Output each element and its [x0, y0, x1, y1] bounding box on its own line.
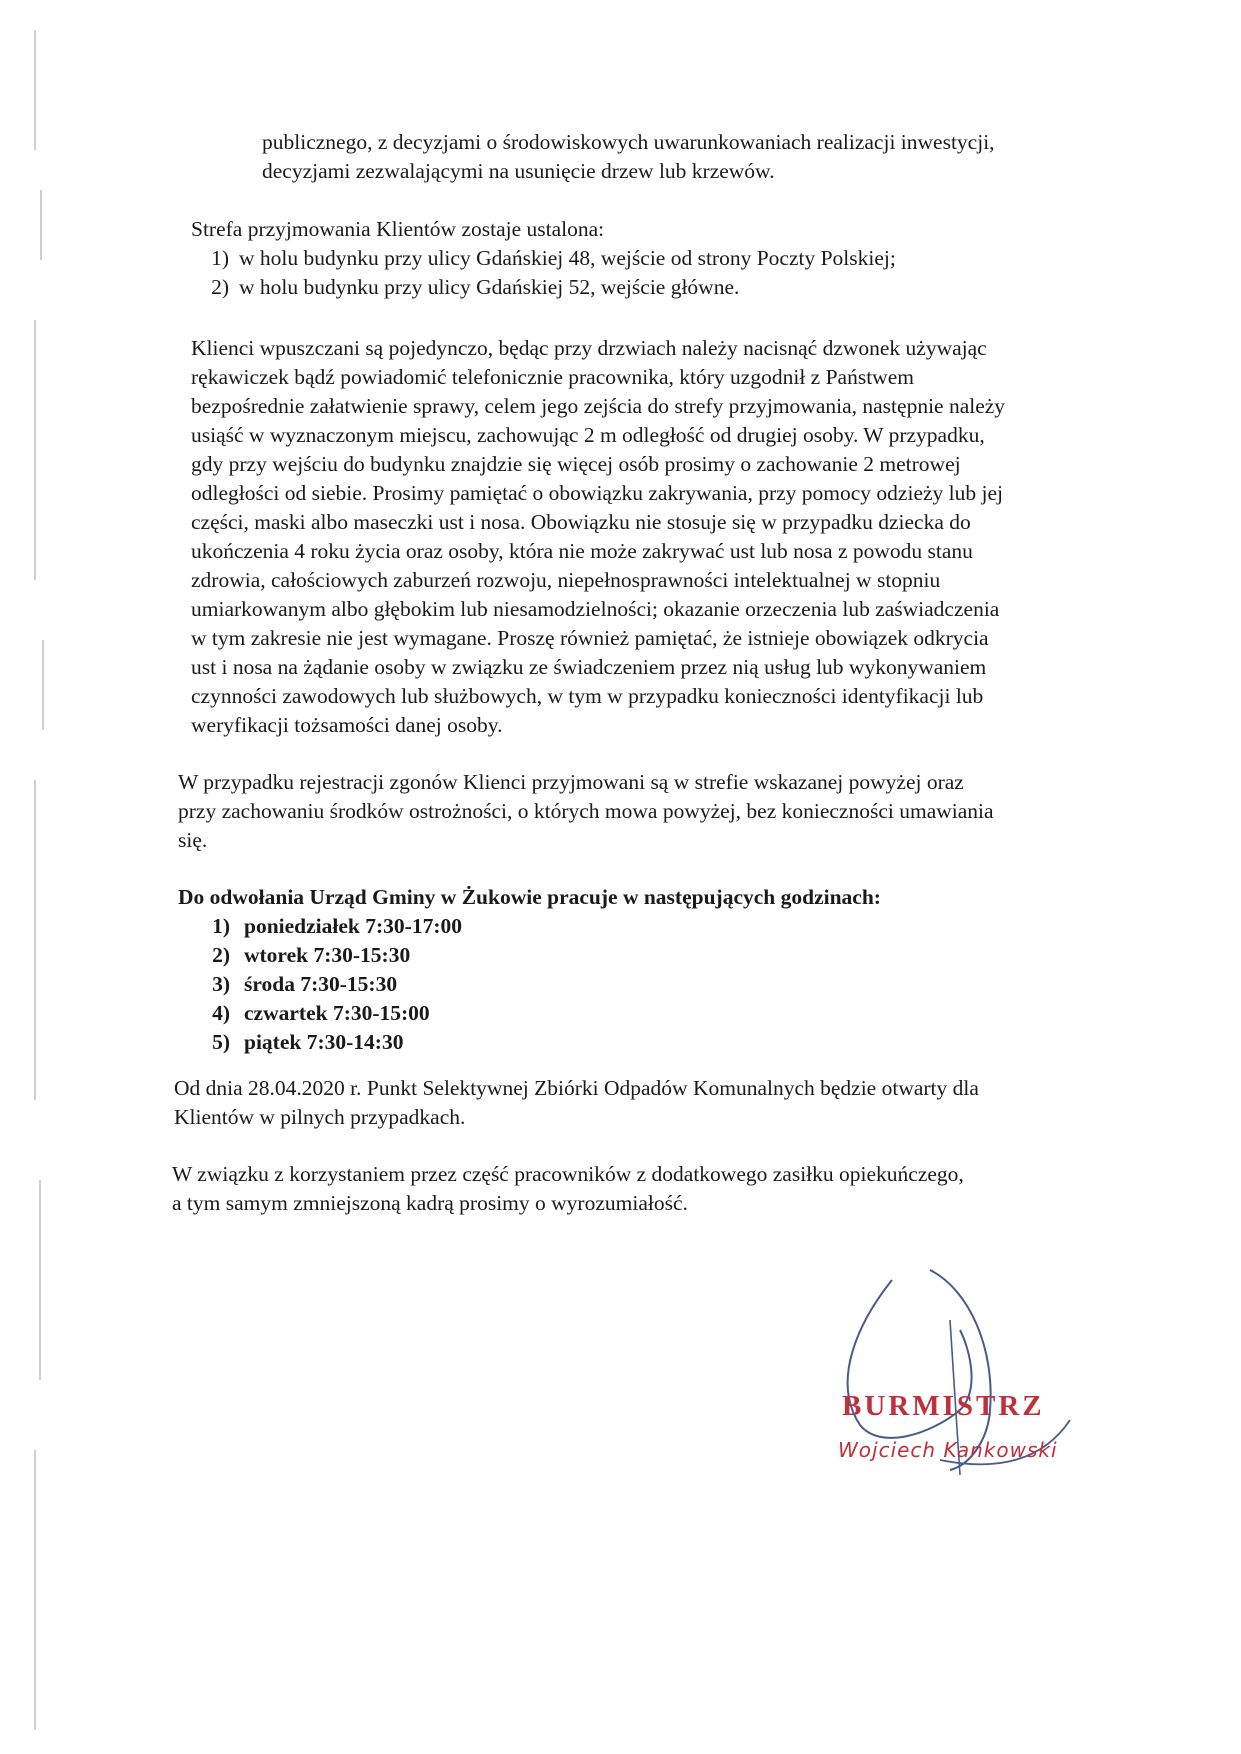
paragraph-line: usiąść w wyznaczonym miejscu, zachowując 2 m odległość od drugiej osoby. W przypadku,: [191, 423, 985, 447]
list-text: czwartek 7:30-15:00: [244, 1001, 430, 1025]
clients-paragraph: [191, 334, 1127, 740]
stamp-title: BURMISTRZ: [842, 1390, 1045, 1422]
paragraph-line: W związku z korzystaniem przez część pracowników z dodatkowego zasiłku opiekuńczego,: [172, 1162, 964, 1186]
list-text: poniedziałek 7:30-17:00: [244, 914, 462, 938]
intro-paragraph: [262, 128, 1127, 186]
paragraph-line: przy zachowaniu środków ostrożności, o których mowa powyżej, bez konieczności umawiania: [178, 799, 994, 823]
paragraph-line: umiarkowanym albo głębokim lub niesamodzielności; okazanie orzeczenia lub zaświadczenia: [191, 597, 1000, 621]
zone-heading: Strefa przyjmowania Klientów zostaje ustalona:: [191, 217, 605, 241]
list-text: w holu budynku przy ulicy Gdańskiej 52, wejście główne.: [239, 275, 740, 299]
list-text: środa 7:30-15:30: [244, 972, 398, 996]
intro-line: decyzjami zezwalającymi na usunięcie drzew lub krzewów.: [262, 159, 775, 183]
list-number: 2): [211, 275, 229, 299]
hours-list: [178, 912, 778, 1057]
list-item: [178, 999, 778, 1028]
list-text: piątek 7:30-14:30: [244, 1030, 404, 1054]
paragraph-line: a tym samym zmniejszoną kadrą prosimy o wyrozumiałość.: [172, 1191, 688, 1215]
deaths-paragraph: [178, 768, 1114, 855]
paragraph-line: rękawiczek bądź powiadomić telefonicznie pracownika, który uzgodnił z Państwem: [191, 365, 914, 389]
paragraph-line: gdy przy wejściu do budynku znajdzie się więcej osób prosimy o zachowanie 2 metrowej: [191, 452, 961, 476]
pszok-paragraph: [174, 1074, 1112, 1132]
list-item: [178, 912, 778, 941]
list-item: [178, 941, 778, 970]
list-number: 1): [212, 914, 230, 938]
list-number: 5): [212, 1030, 230, 1054]
paragraph-line: części, maski albo maseczki ust i nosa. Obowiązku nie stosuje się w przypadku dziecka do: [191, 510, 971, 534]
list-item: [191, 244, 1141, 273]
paragraph-line: ust i nosa na żądanie osoby w związku ze świadczeniem przez nią usług lub wykonywaniem: [191, 655, 987, 679]
list-text: w holu budynku przy ulicy Gdańskiej 48, wejście od strony Poczty Polskiej;: [239, 246, 896, 270]
paragraph-line: zdrowia, całościowych zaburzeń rozwoju, niepełnosprawności intelektualnej w stopniu: [191, 568, 941, 592]
paragraph-line: Od dnia 28.04.2020 r. Punkt Selektywnej Zbiórki Odpadów Komunalnych będzie otwarty dla: [174, 1076, 979, 1100]
staff-paragraph: [172, 1160, 1107, 1218]
paragraph-line: czynności zawodowych lub służbowych, w tym w przypadku konieczności identyfikacji lub: [191, 684, 984, 708]
intro-line: publicznego, z decyzjami o środowiskowych uwarunkowaniach realizacji inwestycji,: [262, 130, 995, 154]
list-number: 3): [212, 972, 230, 996]
paragraph-line: W przypadku rejestracji zgonów Klienci przyjmowani są w strefie wskazanej powyżej oraz: [178, 770, 964, 794]
scan-edge-marks: [34, 0, 48, 1754]
list-item: [178, 970, 778, 999]
paragraph-line: się.: [178, 828, 208, 852]
list-number: 4): [212, 1001, 230, 1025]
list-number: 2): [212, 943, 230, 967]
paragraph-line: ukończenia 4 roku życia oraz osoby, która nie może zakrywać ust lub nosa z powodu stanu: [191, 539, 973, 563]
stamp-name: Wojciech Kankowski: [838, 1438, 1058, 1462]
paragraph-line: Klienci wpuszczani są pojedynczo, będąc przy drzwiach należy nacisnąć dzwonek używając: [191, 336, 987, 360]
list-text: wtorek 7:30-15:30: [244, 943, 411, 967]
hours-heading: Do odwołania Urząd Gminy w Żukowie pracuje w następujących godzinach:: [178, 885, 881, 909]
paragraph-line: weryfikacji tożsamości danej osoby.: [191, 713, 503, 737]
paragraph-line: Klientów w pilnych przypadkach.: [174, 1105, 466, 1129]
list-item: [191, 273, 1141, 302]
list-item: [178, 1028, 778, 1057]
paragraph-line: w tym zakresie nie jest wymagane. Proszę również pamiętać, że istnieje obowiązek odkrycia: [191, 626, 989, 650]
list-number: 1): [211, 246, 229, 270]
paragraph-line: bezpośrednie załatwienie sprawy, celem jego zejścia do strefy przyjmowania, następnie należy: [191, 394, 1006, 418]
zone-list: [191, 244, 1141, 302]
paragraph-line: odległości od siebie. Prosimy pamiętać o obowiązku zakrywania, przy pomocy odzieży lub jej: [191, 481, 1003, 505]
